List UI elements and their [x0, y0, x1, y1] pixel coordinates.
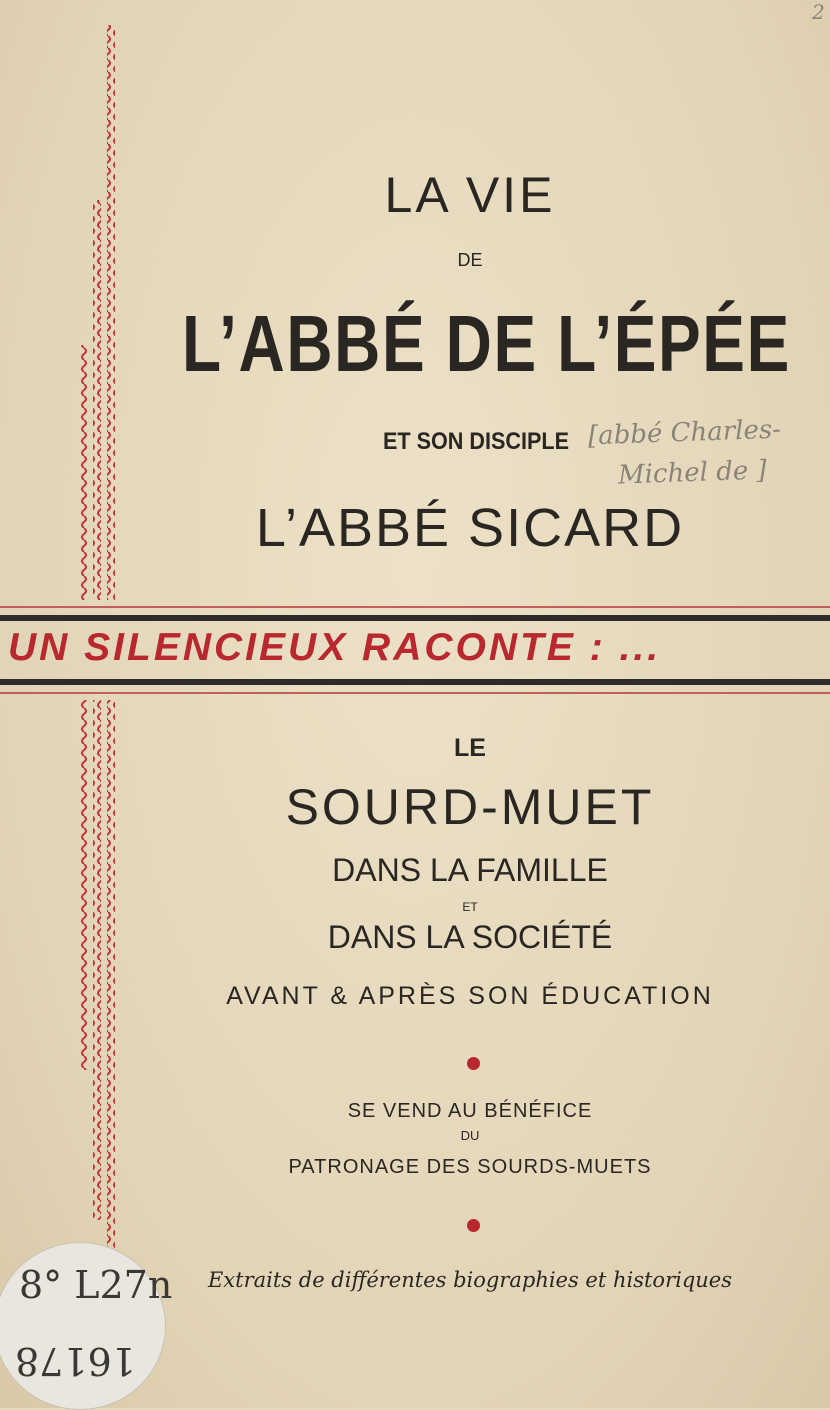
wavy-line: [79, 345, 87, 600]
text-vend: SE VEND AU BÉNÉFICE: [347, 1100, 593, 1122]
red-dot-ornament: [467, 1057, 480, 1070]
text-du: DU: [460, 1128, 480, 1143]
rule-black-bottom: [0, 679, 830, 685]
text-famille: DANS LA FAMILLE: [332, 852, 608, 888]
text-extraits: Extraits de différentes biographies et historiques: [207, 1268, 733, 1292]
handwritten-note-1: [abbé Charles-: [587, 414, 782, 452]
text-et: ET: [462, 900, 478, 914]
band-heading: UN SILENCIEUX RACONTE : ...: [8, 626, 662, 669]
subtitle-sicard: L’ABBÉ SICARD: [255, 498, 685, 558]
corner-mark: 2: [812, 0, 825, 24]
rule-red-top: [0, 606, 830, 608]
text-societe: DANS LA SOCIÉTÉ: [327, 919, 613, 955]
rule-black-top: [0, 615, 830, 621]
text-avant-apres: AVANT & APRÈS SON ÉDUCATION: [226, 982, 714, 1010]
stamp-line1: 8° L27n: [19, 1263, 173, 1307]
title-main: L’ABBÉ DE L’ÉPÉE: [182, 299, 791, 388]
stamp-line2: 16178: [15, 1339, 136, 1383]
wavy-line: [93, 200, 101, 600]
red-dot-ornament: [467, 1219, 480, 1232]
title-de: DE: [457, 250, 483, 270]
subtitle-disciple: ET SON DISCIPLE: [383, 428, 570, 455]
text-patronage: PATRONAGE DES SOURDS-MUETS: [288, 1156, 652, 1178]
text-le: LE: [454, 734, 486, 762]
rule-red-bottom: [0, 692, 830, 694]
title-la-vie: LA VIE: [384, 167, 556, 223]
wavy-line: [93, 700, 101, 1220]
library-stamp: [0, 1242, 173, 1410]
handwritten-note-2: Michel de ]: [617, 455, 768, 491]
wavy-line: [79, 700, 87, 1070]
text-sourd-muet: SOURD-MUET: [285, 779, 655, 835]
